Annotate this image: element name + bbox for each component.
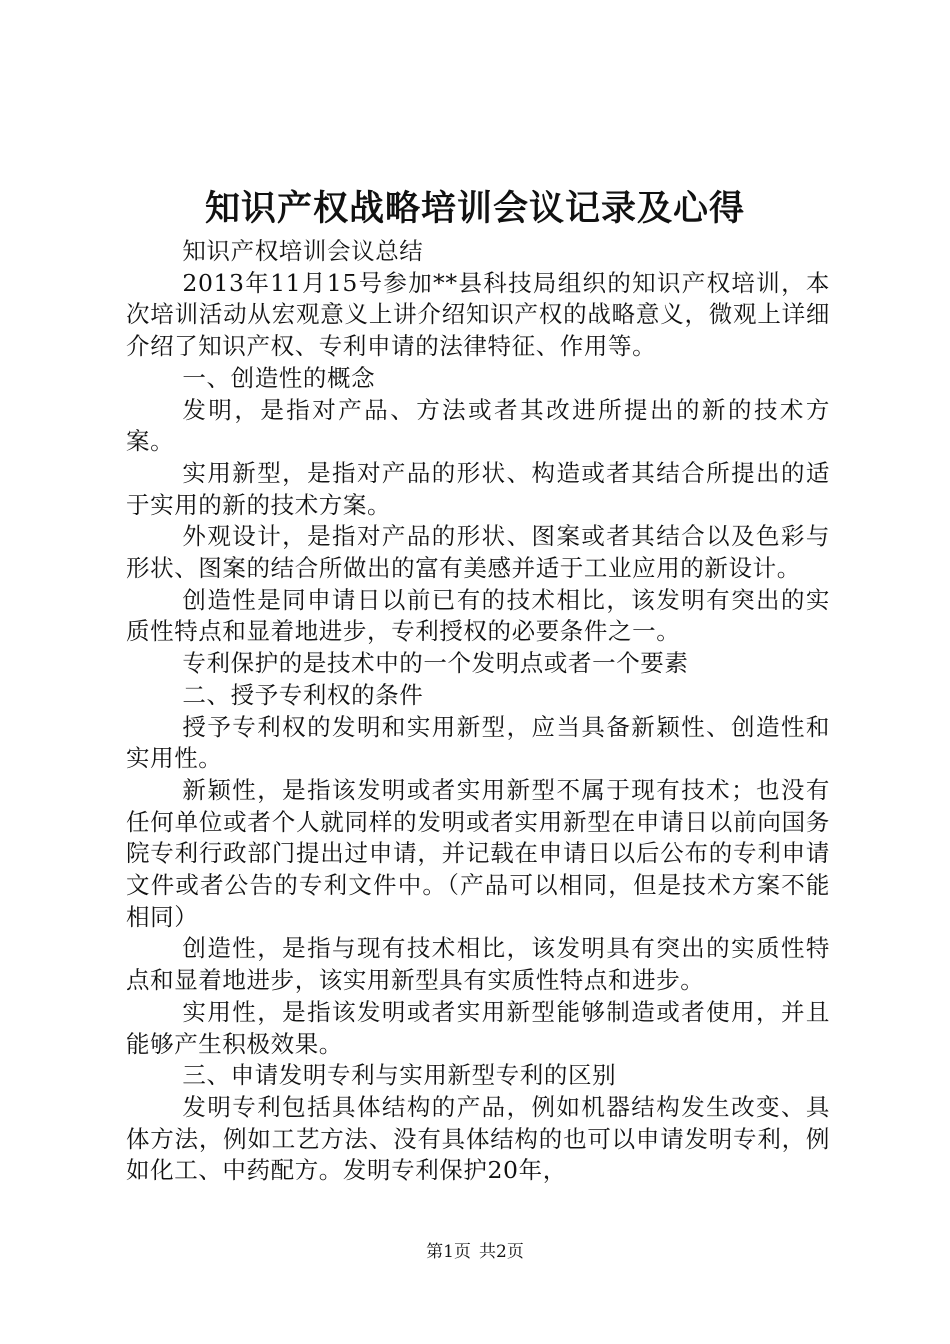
paragraph-invention: 发明，是指对产品、方法或者其改进所提出的新的技术方案。	[126, 395, 830, 456]
paragraph-subtitle: 知识产权培训会议总结	[182, 237, 424, 265]
page-number-total: 共2页	[479, 1242, 524, 1262]
document-title: 知识产权战略培训会议记录及心得	[204, 188, 745, 229]
paragraph-intro: 2013年11月15号参加**县科技局组织的知识产权培训，本次培训活动从宏观意义上讲介绍知识产权的战略意义，微观上详细介绍了知识产权、专利申请的法律特征、作用等。	[126, 268, 830, 361]
paragraph-protection: 专利保护的是技术中的一个发明点或者一个要素	[182, 649, 689, 678]
paragraph-novelty: 新颖性，是指该发明或者实用新型不属于现有技术；也没有任何单位或者个人就同样的发明或者实用新型在申请日以前向国务院专利行政部门提出过申请，并记载在申请日以后公布的专利申请文件或者公告的专利文件中。（产品可以相同，但是技术方案不能相同）	[126, 775, 830, 931]
paragraph-conditions: 授予专利权的发明和实用新型，应当具备新颖性、创造性和实用性。	[126, 712, 830, 773]
section-heading-3: 三、申请发明专利与实用新型专利的区别	[182, 1061, 617, 1090]
paragraph-difference: 发明专利包括具体结构的产品，例如机器结构发生改变、具体方法，例如工艺方法、没有具体结构的也可以申请发明专利，例如化工、中药配方。发明专利保护20年，	[126, 1092, 830, 1185]
paragraph-creativity: 创造性，是指与现有技术相比，该发明具有突出的实质性特点和显着地进步，该实用新型具有实质性特点和进步。	[126, 934, 830, 995]
paragraph-design: 外观设计，是指对产品的形状、图案或者其结合以及色彩与形状、图案的结合所做出的富有美感并适于工业应用的新设计。	[126, 522, 830, 583]
section-heading-1: 一、创造性的概念	[182, 363, 376, 392]
document-body	[126, 236, 830, 1187]
paragraph-utility-model: 实用新型，是指对产品的形状、构造或者其结合所提出的适于实用的新的技术方案。	[126, 458, 830, 519]
page-number-current: 第1页	[426, 1242, 471, 1262]
paragraph-inventiveness: 创造性是同申请日以前已有的技术相比，该发明有突出的实质性特点和显着地进步，专利授权的必要条件之一。	[126, 585, 830, 646]
paragraph-practicality: 实用性，是指该发明或者实用新型能够制造或者使用，并且能够产生积极效果。	[126, 997, 830, 1058]
page-footer	[0, 1240, 950, 1264]
section-heading-2: 二、授予专利权的条件	[182, 680, 424, 709]
